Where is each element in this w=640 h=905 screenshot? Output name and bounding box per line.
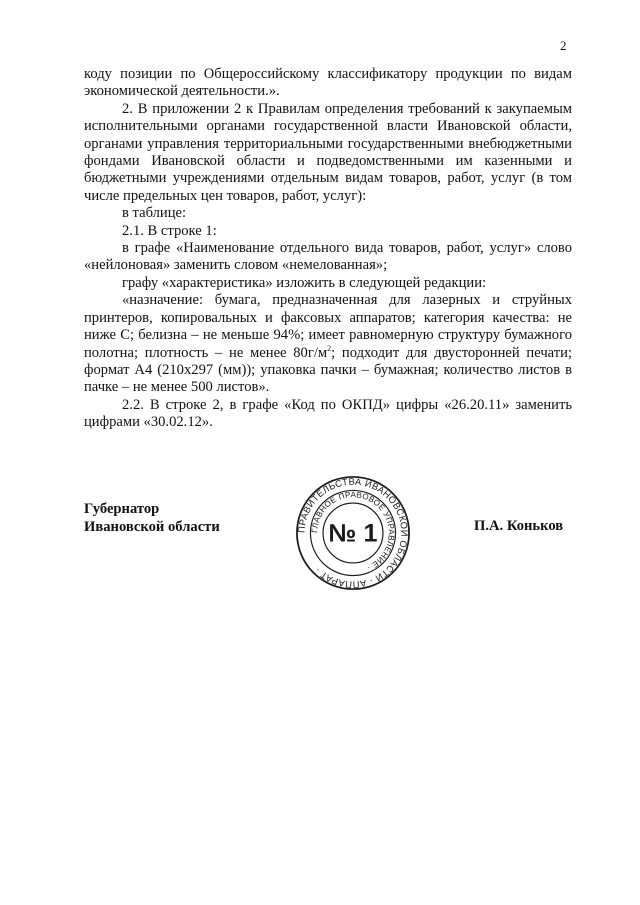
paragraph-text: ; подходит для двусторонней печати; формат А4 (210х297 (мм)); упаковка пачки – бумажная; количество листов в пачке – не менее 500 листов». (84, 344, 573, 396)
page-number: 2 (560, 38, 567, 53)
document-body (84, 66, 572, 432)
signature-position-line: Губернатор (84, 501, 160, 517)
official-seal (295, 475, 411, 591)
paragraph: 2.1. В строке 1: (122, 222, 217, 239)
signature-position-line: Ивановской области (84, 519, 220, 535)
seal-center-number: № 1 (328, 519, 378, 548)
paragraph: 2. В приложении 2 к Правилам определения требований к закупаемым исполнительными органами государственной власти Ивановской области, органами управления территориальными государственными внебюджетными фондами Ивановской области и подведомственными им казенными и бюджетными учреждениями отдельным видам товаров, работ, услуг (в том числе предельных цен товаров, работ, услуг): (84, 100, 572, 204)
paragraph-text: «назначение: бумага, предназначенная для лазерных и струйных принтеров, копировальных и факсовых аппаратов; категория качества: не ниже С; белизна – не меньше 94%; имеет равномерную структуру бумажного полотна; плотность – не менее 80г/м (84, 292, 572, 361)
paragraph: 2.2. В строке 2, в графе «Код по ОКПД» цифры «26.20.11» заменить цифрами «30.02.12». (84, 396, 572, 431)
paragraph: графу «характеристика» изложить в следующей редакции: (122, 274, 487, 291)
seal-inner-text: ГЛАВНОЕ ПРАВОВОЕ УПРАВЛЕНИЕ · (310, 490, 396, 573)
superscript: 2 (327, 343, 332, 353)
signatory-name: П.А. Коньков (474, 518, 564, 534)
paragraph: в таблице: (122, 205, 187, 222)
paragraph-characteristics (84, 292, 572, 396)
paragraph: коду позиции по Общероссийскому классификатору продукции по видам экономической деятельности.». (84, 66, 572, 100)
paragraph: в графе «Наименование отдельного вида товаров, работ, услуг» слово «нейлоновая» заменить словом «немелованная»; (84, 240, 572, 274)
signature-position (84, 500, 220, 536)
seal-outer-text: ПРАВИТЕЛЬСТВА ИВАНОВСКОЙ ОБЛАСТИ · АППАРАТ · (296, 476, 410, 590)
